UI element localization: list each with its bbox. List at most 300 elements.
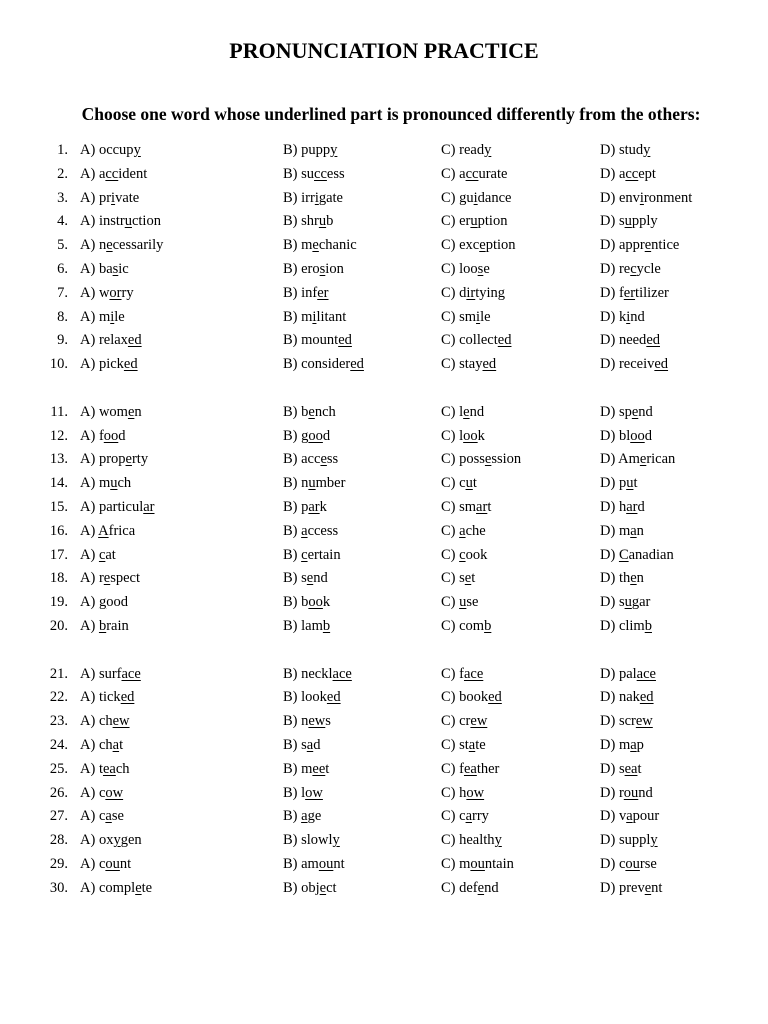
option-word: needed xyxy=(618,332,660,349)
option-word: possession xyxy=(459,451,522,468)
option-letter: D) xyxy=(600,832,619,849)
answer-option xyxy=(441,306,491,330)
option-letter: B) xyxy=(283,879,302,896)
underlined-part: i xyxy=(111,189,116,206)
underlined-part: e xyxy=(477,879,485,896)
underlined-part: ea xyxy=(102,760,116,777)
option-word: surface xyxy=(98,665,141,682)
option-letter: B) xyxy=(283,142,302,158)
underlined-part: ou xyxy=(105,856,120,872)
option-letter: C) xyxy=(441,618,460,634)
option-letter: A) xyxy=(80,832,99,849)
underlined-part: y xyxy=(643,142,651,158)
underlined-part: u xyxy=(318,213,327,230)
option-letter: C) xyxy=(441,522,460,539)
question-row xyxy=(0,234,768,258)
option-letter: D) xyxy=(600,237,619,254)
answer-option xyxy=(441,329,511,353)
option-letter: D) xyxy=(600,451,619,468)
answer-option xyxy=(600,306,645,330)
option-word: oxygen xyxy=(98,832,142,849)
option-word: cut xyxy=(459,475,477,492)
underlined-part: oo xyxy=(103,427,119,444)
underlined-part: e xyxy=(639,451,647,468)
answer-option xyxy=(441,187,511,211)
underlined-part: ar xyxy=(143,499,155,515)
answer-option xyxy=(283,710,331,734)
option-word: course xyxy=(618,856,657,872)
question-row xyxy=(0,282,768,306)
question-number: 5. xyxy=(57,237,68,254)
option-word: mechanic xyxy=(301,237,357,254)
underlined-part: oo xyxy=(308,594,323,611)
underlined-part: ed xyxy=(654,356,669,373)
underlined-part: a xyxy=(112,737,120,753)
answer-option xyxy=(80,187,139,211)
answer-option xyxy=(600,758,642,782)
option-word: booked xyxy=(459,689,502,706)
underlined-part: a xyxy=(465,808,472,825)
underlined-part: ar xyxy=(476,499,488,515)
underlined-part: cc xyxy=(105,165,119,182)
option-letter: D) xyxy=(600,856,619,872)
option-word: how xyxy=(459,784,485,801)
underlined-part: y xyxy=(650,832,658,849)
option-letter: D) xyxy=(600,261,619,277)
answer-option xyxy=(283,353,364,377)
question-row xyxy=(0,710,768,734)
underlined-part: oo xyxy=(308,427,323,444)
option-word: puppy xyxy=(301,142,338,158)
option-word: good xyxy=(301,427,331,444)
underlined-part: a xyxy=(301,808,308,825)
answer-option xyxy=(80,544,116,568)
question-row xyxy=(0,544,768,568)
option-letter: B) xyxy=(283,808,302,825)
question-number: 27. xyxy=(49,808,68,825)
option-letter: D) xyxy=(600,308,619,325)
option-letter: A) xyxy=(80,451,99,468)
answer-option xyxy=(441,282,505,306)
option-letter: B) xyxy=(283,784,302,801)
option-word: smile xyxy=(459,308,491,325)
answer-option xyxy=(80,210,161,234)
question-number: 14. xyxy=(49,475,68,492)
underlined-part: s xyxy=(319,261,326,277)
underlined-part: ow xyxy=(305,784,323,801)
underlined-part: a xyxy=(626,808,633,825)
option-word: irrigate xyxy=(301,189,343,206)
question-row xyxy=(0,805,768,829)
underlined-part: e xyxy=(320,451,327,468)
option-word: mountain xyxy=(459,856,514,872)
answer-option xyxy=(600,853,657,877)
option-letter: B) xyxy=(283,237,302,254)
option-word: fertilizer xyxy=(618,284,669,301)
option-word: stayed xyxy=(459,356,497,373)
question-row xyxy=(0,496,768,520)
underlined-part: ed xyxy=(338,332,352,349)
option-letter: C) xyxy=(441,594,460,611)
option-word: necessarily xyxy=(98,237,164,254)
option-word: guidance xyxy=(459,189,512,206)
question-row xyxy=(0,472,768,496)
answer-option xyxy=(441,425,485,449)
option-letter: C) xyxy=(441,308,460,325)
option-word: private xyxy=(98,189,140,206)
option-word: comb xyxy=(459,618,492,634)
question-row xyxy=(0,686,768,710)
underlined-part: ou xyxy=(625,856,640,872)
option-word: carry xyxy=(459,808,489,825)
answer-option xyxy=(283,472,345,496)
question-number: 25. xyxy=(49,760,68,777)
option-word: received xyxy=(618,356,669,373)
option-letter: D) xyxy=(600,427,619,444)
underlined-part: ew xyxy=(635,713,653,730)
underlined-part: oo xyxy=(630,427,645,444)
option-word: occupy xyxy=(98,142,141,158)
underlined-part: i xyxy=(626,308,631,325)
option-letter: B) xyxy=(283,689,302,706)
option-letter: B) xyxy=(283,213,302,230)
option-word: ticked xyxy=(98,689,135,706)
option-word: send xyxy=(301,570,328,587)
question-row xyxy=(0,329,768,353)
answer-option xyxy=(600,877,662,901)
answer-option xyxy=(600,329,660,353)
underlined-part: A xyxy=(98,522,109,539)
option-letter: C) xyxy=(441,808,460,825)
answer-option xyxy=(80,448,148,472)
option-word: basic xyxy=(98,261,129,277)
option-word: news xyxy=(301,713,331,730)
answer-option xyxy=(600,805,659,829)
option-word: man xyxy=(618,522,644,539)
option-letter: C) xyxy=(441,403,460,420)
answer-option xyxy=(600,448,675,472)
option-letter: A) xyxy=(80,713,99,730)
option-word: loose xyxy=(459,261,490,277)
option-letter: A) xyxy=(80,427,99,444)
answer-option xyxy=(80,710,130,734)
option-letter: D) xyxy=(600,165,619,182)
option-letter: A) xyxy=(80,546,99,563)
question-number: 29. xyxy=(49,856,68,872)
question-number: 21. xyxy=(49,665,68,682)
option-word: militant xyxy=(301,308,347,325)
underlined-part: b xyxy=(484,618,492,634)
answer-option xyxy=(283,282,329,306)
option-letter: B) xyxy=(283,284,302,301)
answer-option xyxy=(283,544,341,568)
underlined-part: u xyxy=(110,475,118,492)
question-row xyxy=(0,425,768,449)
option-word: book xyxy=(301,594,331,611)
underlined-part: i xyxy=(312,308,317,325)
option-letter: D) xyxy=(600,594,619,611)
answer-option xyxy=(80,401,142,425)
option-word: chew xyxy=(98,713,130,730)
underlined-part: cc xyxy=(465,165,479,182)
option-letter: D) xyxy=(600,689,619,706)
answer-option xyxy=(80,829,142,853)
option-word: respect xyxy=(98,570,141,587)
answer-option xyxy=(80,758,130,782)
option-letter: D) xyxy=(600,665,619,682)
option-word: park xyxy=(301,499,327,515)
option-letter: B) xyxy=(283,356,302,373)
underlined-part: e xyxy=(125,451,132,468)
answer-option xyxy=(283,615,330,639)
option-letter: B) xyxy=(283,546,302,563)
underlined-part: ou xyxy=(318,856,334,872)
option-letter: C) xyxy=(441,832,460,849)
answer-option xyxy=(441,591,478,615)
option-letter: A) xyxy=(80,308,99,325)
option-letter: D) xyxy=(600,499,619,515)
underlined-part: ace xyxy=(332,665,352,682)
option-letter: A) xyxy=(80,618,99,634)
option-letter: A) xyxy=(80,403,99,420)
option-letter: C) xyxy=(441,213,460,230)
underlined-part: e xyxy=(484,451,492,468)
option-word: chat xyxy=(98,737,124,753)
option-letter: C) xyxy=(441,284,460,301)
underlined-part: ed xyxy=(639,689,654,706)
option-letter: C) xyxy=(441,475,460,492)
answer-option xyxy=(283,686,341,710)
answer-option xyxy=(80,567,140,591)
option-letter: D) xyxy=(600,784,619,801)
answer-option xyxy=(441,496,491,520)
underlined-part: s xyxy=(477,261,484,277)
option-letter: D) xyxy=(600,332,619,349)
option-word: looked xyxy=(301,689,341,706)
underlined-part: c xyxy=(459,546,466,563)
option-word: bench xyxy=(301,403,336,420)
option-letter: A) xyxy=(80,570,99,587)
option-letter: D) xyxy=(600,403,619,420)
answer-option xyxy=(80,663,141,687)
answer-option xyxy=(600,520,644,544)
question-number: 22. xyxy=(49,689,68,706)
option-letter: B) xyxy=(283,760,302,777)
answer-option xyxy=(600,710,653,734)
option-word: kind xyxy=(618,308,645,325)
option-letter: B) xyxy=(283,832,302,849)
option-letter: D) xyxy=(600,618,619,634)
option-word: cook xyxy=(459,546,488,563)
option-word: feather xyxy=(459,760,500,777)
option-letter: D) xyxy=(600,713,619,730)
underlined-part: er xyxy=(623,284,636,301)
answer-option xyxy=(441,734,486,758)
question-number: 12. xyxy=(49,427,68,444)
question-number: 15. xyxy=(49,499,68,515)
underlined-part: e xyxy=(319,879,327,896)
underlined-part: e xyxy=(127,403,135,420)
option-letter: B) xyxy=(283,427,302,444)
underlined-part: s xyxy=(112,261,119,277)
option-word: teach xyxy=(98,760,130,777)
underlined-part: ed xyxy=(488,689,502,706)
option-word: prevent xyxy=(618,879,663,896)
answer-option xyxy=(600,163,656,187)
option-word: relaxed xyxy=(98,332,142,349)
answer-option xyxy=(80,353,138,377)
answer-option xyxy=(441,782,484,806)
option-word: study xyxy=(618,142,651,158)
option-letter: D) xyxy=(600,546,619,563)
option-letter: A) xyxy=(80,522,99,539)
option-letter: C) xyxy=(441,165,460,182)
answer-option xyxy=(600,401,653,425)
question-row xyxy=(0,187,768,211)
option-word: collected xyxy=(459,332,512,349)
option-word: then xyxy=(618,570,644,587)
answer-option xyxy=(283,163,345,187)
answer-option xyxy=(600,234,679,258)
option-letter: D) xyxy=(600,808,619,825)
underlined-part: e xyxy=(464,570,472,587)
option-word: amount xyxy=(301,856,345,872)
option-letter: B) xyxy=(283,403,302,420)
page-title: PRONUNCIATION PRACTICE xyxy=(229,38,539,63)
option-word: spend xyxy=(618,403,653,420)
option-letter: B) xyxy=(283,594,302,611)
underlined-part: e xyxy=(308,403,315,420)
option-letter: B) xyxy=(283,522,302,539)
option-letter: B) xyxy=(283,499,302,515)
underlined-part: ee xyxy=(312,760,326,777)
option-word: smart xyxy=(459,499,492,515)
option-letter: D) xyxy=(600,213,619,230)
option-word: age xyxy=(301,808,322,825)
option-letter: B) xyxy=(283,475,302,492)
option-word: sugar xyxy=(618,594,651,611)
answer-option xyxy=(600,472,637,496)
option-letter: C) xyxy=(441,356,460,373)
underlined-part: ed xyxy=(350,356,364,373)
answer-option xyxy=(600,734,644,758)
answer-option xyxy=(441,615,491,639)
underlined-part: ow xyxy=(466,784,485,801)
underlined-part: ace xyxy=(636,665,656,682)
underlined-part: a xyxy=(459,522,466,539)
option-word: accident xyxy=(98,165,148,182)
underlined-part: u xyxy=(624,594,632,611)
option-word: sad xyxy=(301,737,321,753)
option-letter: C) xyxy=(441,737,460,753)
underlined-part: c xyxy=(98,546,106,563)
underlined-part: ed xyxy=(123,356,138,373)
option-letter: B) xyxy=(283,856,302,872)
answer-option xyxy=(80,306,125,330)
answer-option xyxy=(600,686,654,710)
underlined-part: c xyxy=(630,261,637,277)
underlined-part: e xyxy=(479,237,486,254)
underlined-part: e xyxy=(103,570,111,587)
option-letter: B) xyxy=(283,737,302,753)
option-letter: B) xyxy=(283,665,302,682)
option-word: ache xyxy=(459,522,486,539)
option-word: case xyxy=(98,808,124,825)
option-word: mile xyxy=(98,308,125,325)
underlined-part: ou xyxy=(470,856,485,872)
answer-option xyxy=(441,829,502,853)
answer-option xyxy=(441,853,514,877)
underlined-part: b xyxy=(98,618,107,634)
option-letter: C) xyxy=(441,665,460,682)
option-letter: B) xyxy=(283,713,302,730)
underlined-part: a xyxy=(630,522,637,539)
option-word: complete xyxy=(98,879,153,896)
answer-option xyxy=(283,329,352,353)
question-number: 3. xyxy=(57,189,68,206)
option-letter: B) xyxy=(283,332,302,349)
option-letter: B) xyxy=(283,570,302,587)
underlined-part: a xyxy=(301,522,308,539)
question-row xyxy=(0,139,768,163)
underlined-part: er xyxy=(317,284,329,301)
option-word: crew xyxy=(459,713,488,730)
option-word: brain xyxy=(98,618,129,634)
answer-option xyxy=(283,210,333,234)
answer-option xyxy=(441,234,516,258)
option-letter: C) xyxy=(441,689,460,706)
question-number: 28. xyxy=(49,832,68,849)
question-number: 4. xyxy=(57,213,68,230)
option-letter: A) xyxy=(80,356,99,373)
underlined-part: ed xyxy=(482,356,497,373)
question-number: 23. xyxy=(49,713,68,730)
option-word: apprentice xyxy=(618,237,680,254)
question-row xyxy=(0,877,768,901)
answer-option xyxy=(80,782,123,806)
answer-option xyxy=(283,258,344,282)
underlined-part: ir xyxy=(466,284,476,301)
option-word: considered xyxy=(301,356,364,373)
question-number: 26. xyxy=(49,784,68,801)
option-word: supply xyxy=(618,213,658,230)
option-letter: A) xyxy=(80,189,99,206)
underlined-part: u xyxy=(470,213,478,230)
option-word: Canadian xyxy=(618,546,674,563)
underlined-part: C xyxy=(618,546,629,563)
option-word: erosion xyxy=(301,261,344,277)
question-number: 2. xyxy=(57,165,68,182)
answer-option xyxy=(600,496,645,520)
option-letter: B) xyxy=(283,451,302,468)
question-row xyxy=(0,615,768,639)
option-letter: A) xyxy=(80,689,99,706)
option-letter: C) xyxy=(441,261,460,277)
answer-option xyxy=(441,258,490,282)
option-word: use xyxy=(459,594,479,611)
answer-option xyxy=(283,805,321,829)
underlined-part: b xyxy=(644,618,652,634)
underlined-part: u xyxy=(459,594,467,611)
question-number: 17. xyxy=(49,546,68,563)
option-letter: D) xyxy=(600,142,619,158)
question-row xyxy=(0,782,768,806)
option-letter: A) xyxy=(80,213,99,230)
underlined-part: ed xyxy=(326,689,341,706)
option-word: defend xyxy=(459,879,499,896)
answer-option xyxy=(600,210,658,234)
answer-option xyxy=(80,686,134,710)
